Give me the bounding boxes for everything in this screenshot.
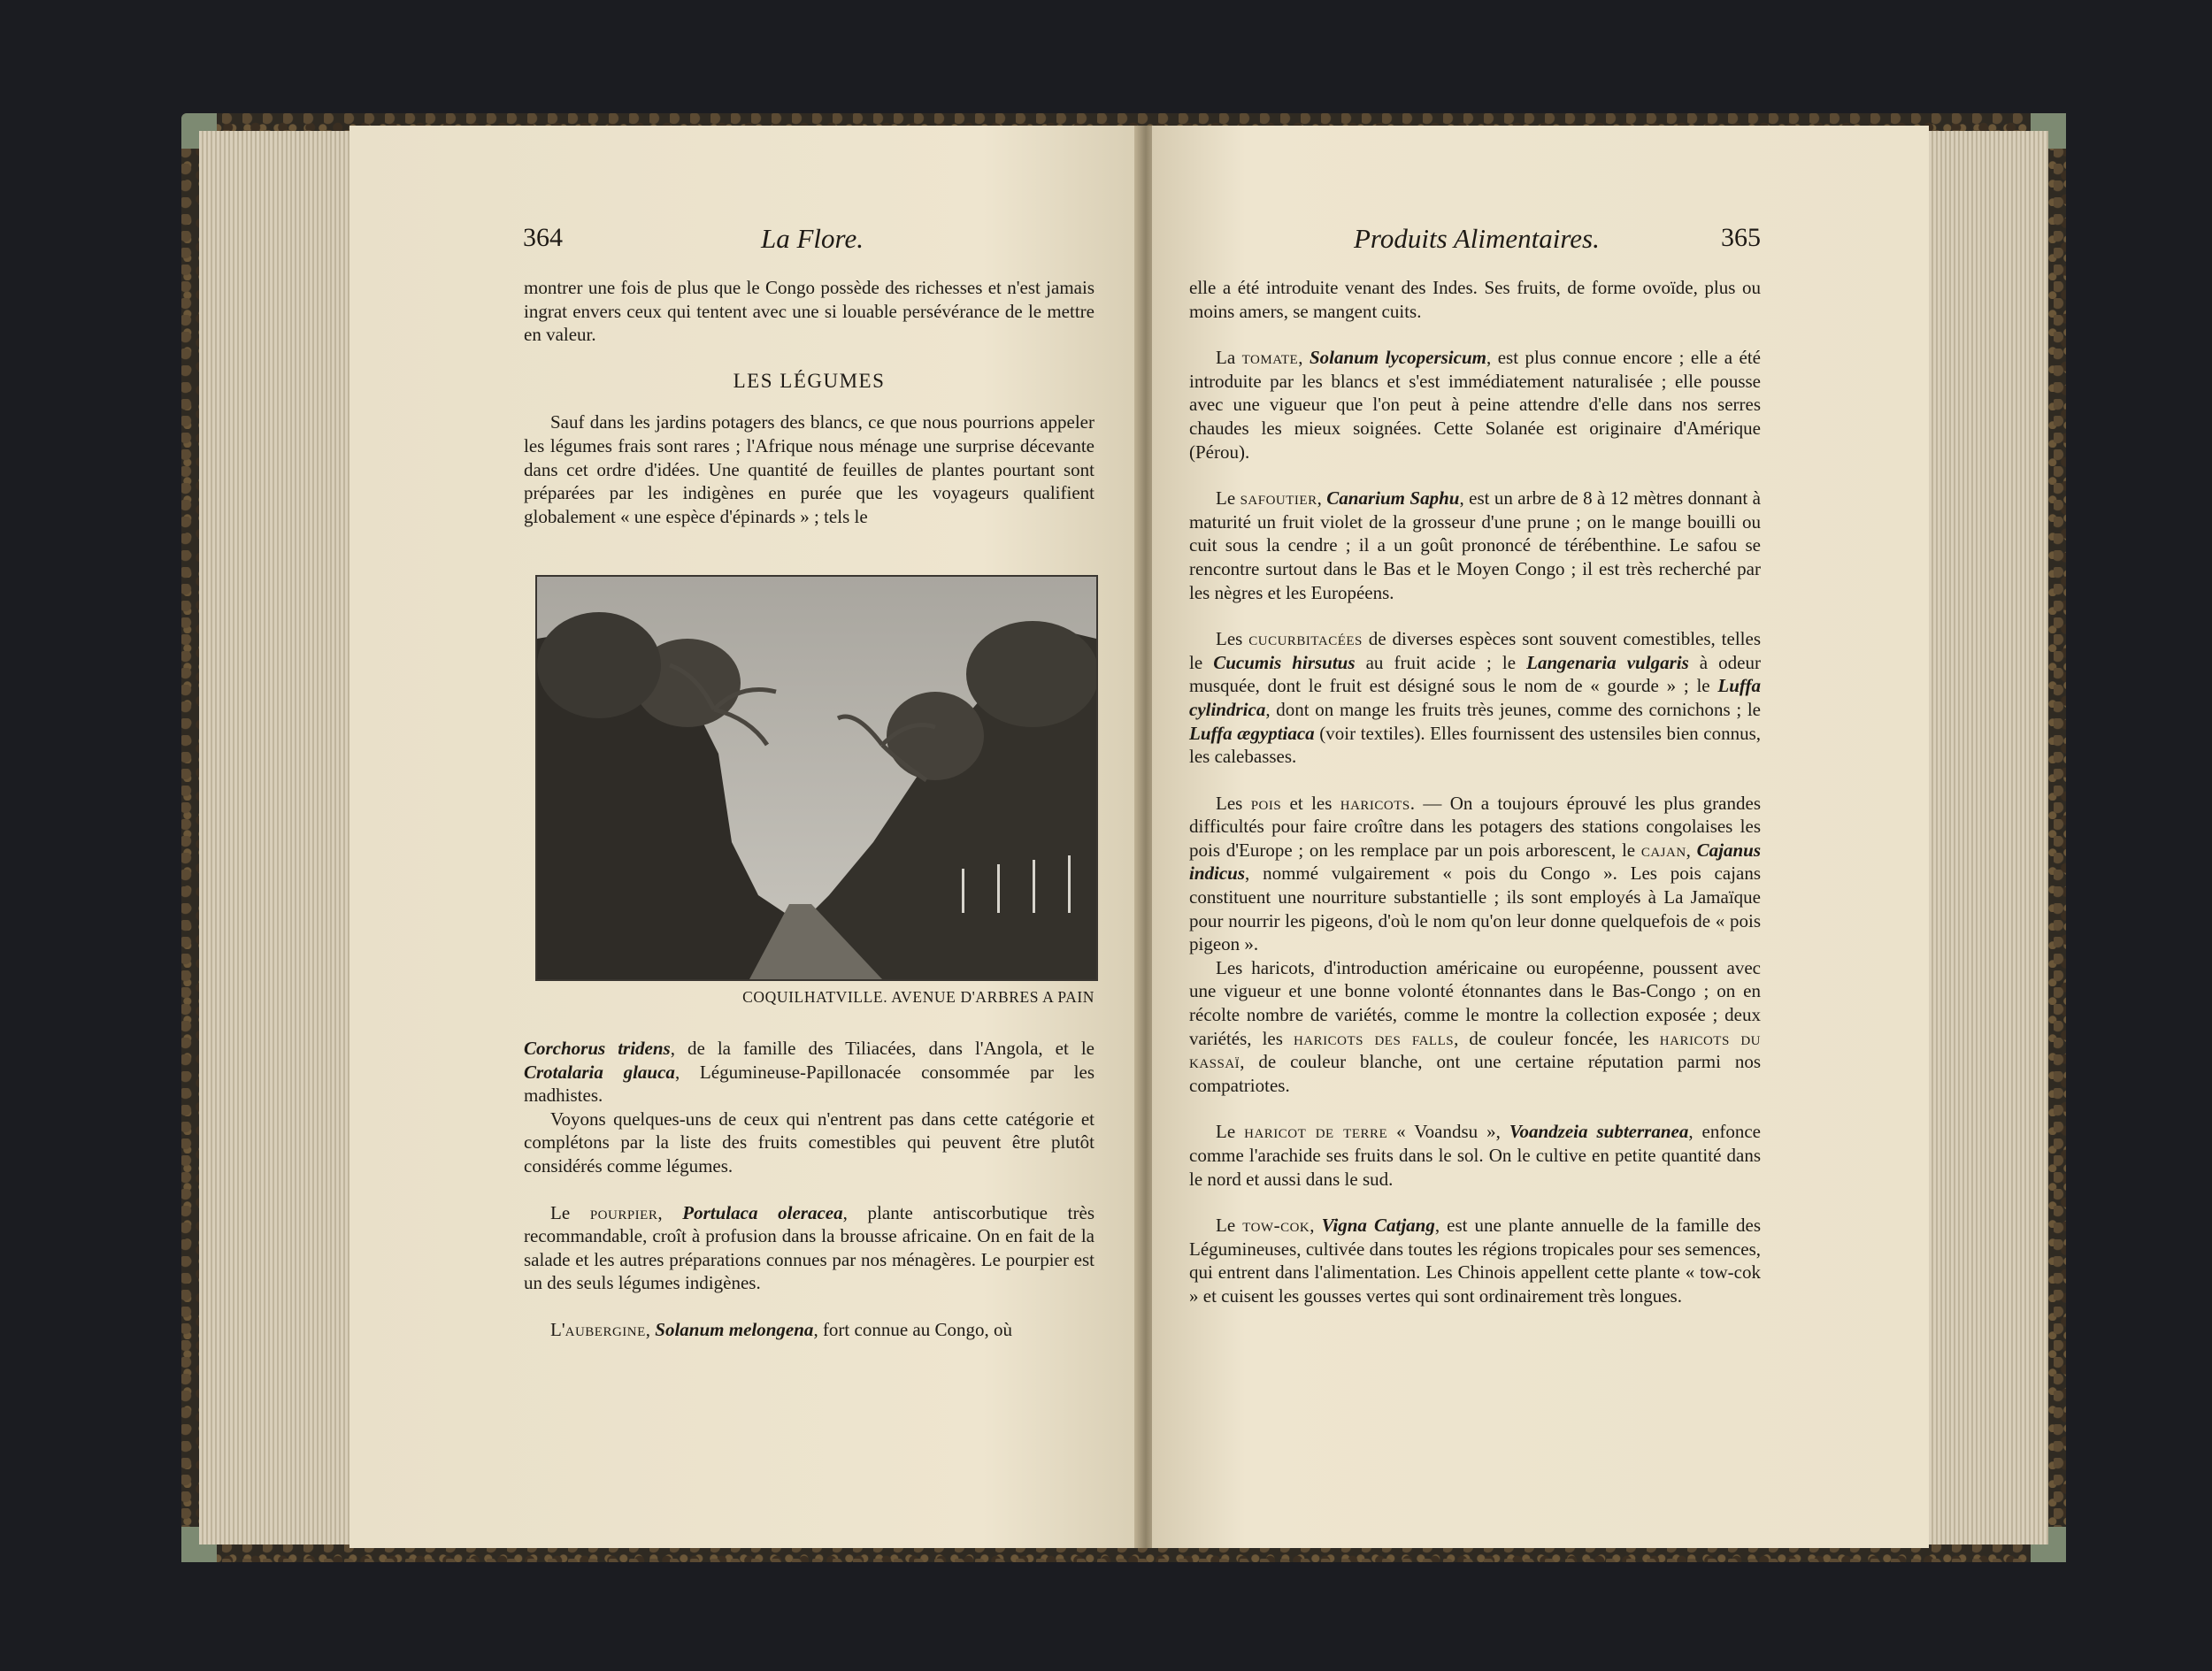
p5-sep: , — [657, 1201, 683, 1223]
right-running-head — [1152, 223, 1929, 267]
latin-corchorus: Corchorus tridens — [524, 1038, 671, 1059]
right-page-number: 365 — [1721, 223, 1761, 252]
p3-text-1: , de la famille des Tiliacées, dans l'Angola, et le — [670, 1038, 1094, 1059]
term-tow-cok: tow-cok — [1242, 1215, 1310, 1237]
r-p4-intro: Les — [1216, 628, 1249, 650]
right-paragraph-6 — [1189, 956, 1761, 1098]
latin-vigna: Vigna Catjang — [1321, 1215, 1435, 1237]
term-cucurbitacees: cucurbitacées — [1248, 628, 1363, 650]
latin-langenaria: Langenaria vulgaris — [1526, 651, 1689, 673]
right-running-title: Produits Alimentaires. — [1354, 223, 1600, 254]
term-aubergine: aubergine — [565, 1318, 646, 1340]
r-p2-intro: La — [1216, 347, 1242, 369]
r-p3-intro: Le — [1216, 487, 1240, 510]
left-text-top — [524, 276, 1094, 528]
left-paragraph-3 — [524, 1037, 1094, 1108]
r-p5-t1: . — On a toujours éprouvé les plus grandes difficultés pour faire croître dans les potagers des stations congolaises les pois d'Europe ; on les remplace par un pois arborescent, le — [1189, 792, 1761, 861]
avenue-palm-trees-image — [537, 577, 1096, 979]
term-haricots: haricots — [1340, 792, 1410, 814]
left-paragraph-5 — [524, 1201, 1094, 1295]
r-p7-t1: « Voandsu », — [1387, 1121, 1509, 1143]
left-text-bottom — [524, 1037, 1094, 1342]
right-text — [1189, 276, 1761, 1308]
page-edges-left — [199, 131, 354, 1545]
right-paragraph-1: elle a été introduite venant des Indes. Ses fruits, de forme ovoïde, plus ou moins amers, se mangent cuits. — [1189, 277, 1761, 322]
r-p8-text: , est une plante annuelle de la famille des Légumineuses, cultivée dans toutes les régions tropicales pour ses semences, qui entrent dans l'alimentation. Les Chinois appellent cette plante « tow-cok » et cuisent les gousses vertes qui sont ordinairement très longues. — [1189, 1215, 1761, 1307]
r-p6-t3: , de couleur blanche, ont une certaine réputation parmi nos compatriotes. — [1189, 1051, 1761, 1096]
left-paragraph-6 — [524, 1318, 1094, 1342]
r-p7-t2: , enfonce comme l'arachide ses fruits dans le sol. On le cultive en petite quantité dans le nord et aussi dans le sud. — [1189, 1121, 1761, 1190]
r-p5-and: et les — [1281, 792, 1340, 814]
right-paragraph-2 — [1189, 346, 1761, 464]
p6-sep: , — [645, 1318, 656, 1340]
r-p4-t2: au fruit acide ; le — [1355, 651, 1527, 673]
latin-luffa-aegyptiaca: Luffa ægyptiaca — [1189, 722, 1315, 744]
right-paragraph-3 — [1189, 487, 1761, 604]
latin-solanum-lycopersicum: Solanum lycopersicum — [1309, 347, 1486, 369]
r-p8-intro: Le — [1216, 1215, 1243, 1237]
left-paragraph-4: Voyons quelques-uns de ceux qui n'entrent pas dans cette catégorie et complétons par la liste des fruits comestibles qui peuvent être plutôt considérés comme légumes. — [524, 1108, 1094, 1177]
r-p4-t3: à odeur musquée, dont le fruit est désigné sous le nom de « gourde » ; le — [1189, 651, 1762, 697]
r-p2-sep: , — [1298, 347, 1310, 369]
p6-text: , fort connue au Congo, où — [813, 1318, 1012, 1340]
r-p4-t5: (voir textiles). Elles fournissent des ustensiles bien connus, les calebasses. — [1189, 722, 1761, 768]
r-p2-text: , est plus connue encore ; elle a été introduite par les blancs et s'est immédiatement naturalisée ; elle pousse avec une vigueur que l'on peut à peine attendre d'elle dans nos serres chaudes les mieux soignées. Cette Solanée est originaire d'Amérique (Pérou). — [1189, 347, 1762, 463]
latin-cucumis: Cucumis hirsutus — [1213, 651, 1356, 673]
latin-crotalaria: Crotalaria glauca — [524, 1061, 675, 1083]
r-p5-sep: , — [1686, 839, 1697, 861]
left-running-title: La Flore. — [761, 223, 864, 254]
plate-photograph — [535, 575, 1098, 981]
term-tomate: tomate — [1241, 347, 1299, 369]
latin-canarium: Canarium Saphu — [1326, 487, 1460, 510]
term-haricots-du-kassai: haricots du kassaï — [1189, 1027, 1761, 1073]
left-paragraph-1: montrer une fois de plus que le Congo possède des richesses et n'est jamais ingrat envers ceux qui tentent avec une si louable persévérance de le mettre en valeur. — [524, 277, 1094, 346]
page-edges-right — [1916, 131, 2048, 1545]
term-haricot-de-terre: haricot de terre — [1244, 1121, 1388, 1143]
r-p6-t1: Les haricots, d'introduction américaine ou européenne, poussent avec une vigueur et une bonne volonté étonnantes dans le Bas-Congo ; on en récolte nombre de variétés, comme le montre la collection exposée ; deux variétés, les — [1189, 956, 1761, 1049]
left-page-number: 364 — [523, 223, 563, 252]
right-paragraph-4 — [1189, 627, 1761, 769]
left-page — [349, 126, 1141, 1548]
term-cajan: cajan — [1640, 839, 1686, 861]
latin-luffa-cylindrica: Luffa cylindrica — [1189, 675, 1761, 720]
right-paragraph-5 — [1189, 792, 1761, 956]
latin-portulaca: Portulaca oleracea — [682, 1201, 843, 1223]
p3-text-2: , Légumineuse-Papillonacée consommée par les madhistes. — [524, 1061, 1094, 1107]
p5-intro: Le — [550, 1201, 590, 1223]
r-p3-text: , est un arbre de 8 à 12 mètres donnant à maturité un fruit violet de la grosseur d'une prune ; on le mange bouilli ou cuit sous la cendre ; il a un goût prononcé de térébenthine. Le safou se rencontre surtout dans le Bas et le Moyen Congo ; il est très recherché par les nègres et les Européens. — [1189, 487, 1761, 603]
latin-voandzeia: Voandzeia subterranea — [1509, 1121, 1689, 1143]
term-haricots-des-falls: haricots des falls — [1293, 1027, 1455, 1049]
r-p5-intro: Les — [1216, 792, 1251, 814]
term-pourpier: pourpier — [589, 1201, 658, 1223]
r-p4-t4: , dont on mange les fruits très jeunes, comme des cornichons ; le — [1265, 698, 1761, 720]
left-running-head — [349, 223, 1141, 267]
plate-caption: COQUILHATVILLE. AVENUE D'ARBRES A PAIN — [742, 988, 1094, 1006]
latin-solanum-melongena: Solanum melongena — [655, 1318, 814, 1340]
p6-intro: L' — [550, 1318, 565, 1340]
p5-text: , plante antiscorbutique très recommandable, croît à profusion dans la brousse africaine. On en fait de la salade et les autres préparations connues par nos ménagères. Le pourpier est un des seuls légumes indigènes. — [524, 1201, 1095, 1294]
right-paragraph-8 — [1189, 1214, 1761, 1307]
latin-cajanus: Cajanus indicus — [1189, 839, 1762, 885]
r-p6-t2: , de couleur foncée, les — [1454, 1027, 1660, 1049]
r-p5-t2: , nommé vulgairement « pois du Congo ». Les pois cajans constituent une nourriture substantielle ; ils sont employés à La Jamaïque pour nourrir les pigeons, d'où le nom qu'on leur donne quelquefois de « pois pigeon ». — [1189, 862, 1761, 955]
section-heading: LES LÉGUMES — [733, 369, 886, 392]
left-paragraph-2: Sauf dans les jardins potagers des blancs, ce que nous pourrions appeler les légumes frais sont rares ; l'Afrique nous ménage une surprise décevante dans cet ordre d'idées. Une quantité de feuilles de plantes pourtant sont préparées par les indigènes en purée que les voyageurs qualifient globalement « une espèce d'épinards » ; tels le — [524, 411, 1094, 527]
right-page — [1152, 126, 1929, 1548]
r-p7-intro: Le — [1216, 1121, 1245, 1143]
r-p8-sep: , — [1310, 1215, 1322, 1237]
term-pois: pois — [1250, 792, 1282, 814]
right-paragraph-7 — [1189, 1120, 1761, 1191]
r-p3-sep: , — [1317, 487, 1327, 510]
r-p4-t1: de diverses espèces sont souvent comestibles, telles le — [1189, 628, 1762, 673]
term-safoutier: safoutier — [1240, 487, 1317, 510]
